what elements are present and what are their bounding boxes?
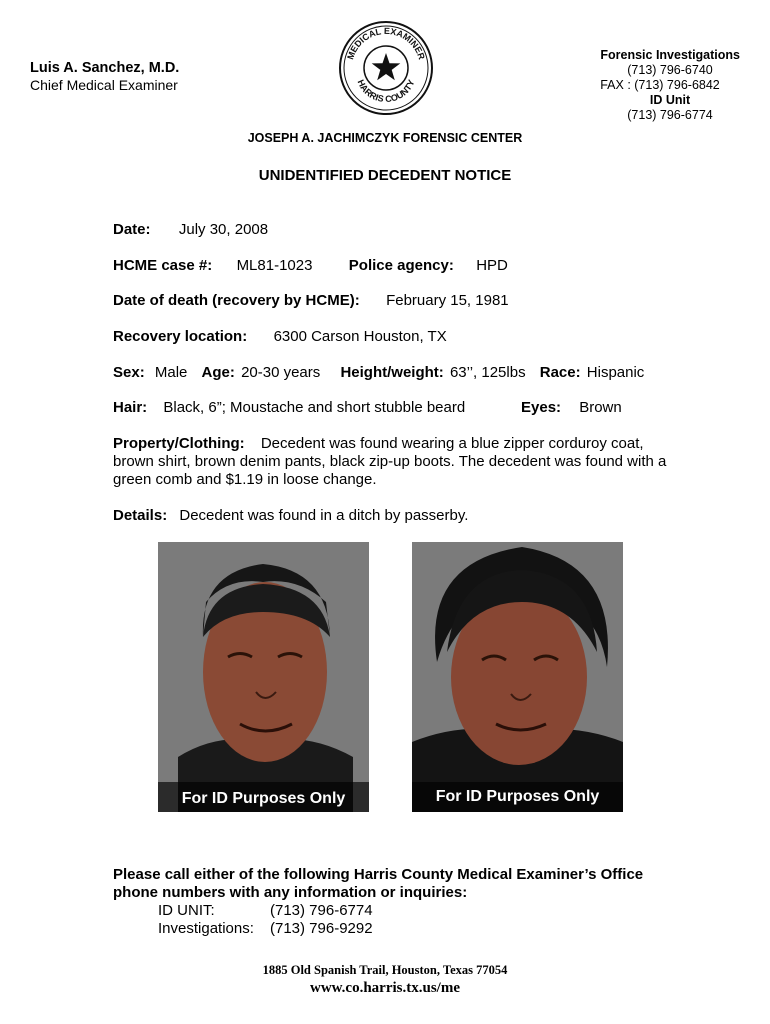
contact-label: Investigations: [158,920,254,937]
county-seal [338,20,434,116]
examiner-block [30,60,179,94]
contact-phone: (713) 796-6774 [270,902,373,919]
location-value: 6300 Carson Houston, TX [273,328,447,345]
call-instructions [113,866,643,902]
details-paragraph [113,507,673,525]
call-line-1: Please call either of the following Harris County Medical Examiner’s Office [113,866,644,883]
height-weight-value: 63’’, 125lbs [449,364,526,381]
sex-label: Sex: [113,364,145,381]
seal-bottom-text: HARRIS COUNTY [355,78,417,105]
age-value: 20-30 years [241,364,321,381]
contact-investigations [158,920,373,938]
portrait-image [158,542,369,812]
eyes-value: Brown [579,399,622,416]
contact-header [560,48,740,123]
dod-label: Date of death (recovery by HCME): [113,292,360,309]
hair-row [113,399,465,417]
location-label: Recovery location: [113,328,248,345]
contact-phone: (713) 796-9292 [270,920,373,937]
address-line: 1885 Old Spanish Trail, Houston, Texas 77054 [262,963,508,977]
contact-id-unit [158,902,373,920]
decedent-photo-front [158,542,369,812]
eyes-row [521,399,622,417]
seal-graphic [338,20,434,116]
location-row [113,328,447,346]
notice-title: UNIDENTIFIED DECEDENT NOTICE [258,167,512,184]
details-text: Decedent was found in a ditch by passerby. [179,507,469,524]
forensic-phone: (713) 796-6740 [627,63,713,77]
hair-value: Black, 6”; Moustache and short stubble beard [163,399,466,416]
case-row [113,257,508,275]
dod-value: February 15, 1981 [386,292,509,309]
case-label: HCME case #: [113,257,213,274]
sex-value: Male [154,364,188,381]
date-row [113,221,268,239]
forensic-label: Forensic Investigations [600,48,740,62]
call-line-2: phone numbers with any information or inquiries: [113,884,468,901]
hair-label: Hair: [113,399,148,416]
portrait-image [412,542,623,812]
property-text: Decedent was found wearing a blue zipper corduroy coat, brown shirt, brown denim pants, black zip-up boots. The decedent was found with a green comb and $1.19 in loose change. [113,435,667,488]
age-label: Age: [201,364,235,381]
race-value: Hispanic [586,364,645,381]
agency-label: Police agency: [348,257,454,274]
photo-caption: For ID Purposes Only [435,788,600,805]
contact-label: ID UNIT: [158,902,215,919]
details-label: Details: [113,507,168,524]
height-weight-label: Height/weight: [340,364,444,381]
seal-top-text: MEDICAL EXAMINER [345,25,427,61]
decedent-photo-angle [412,542,623,812]
dod-row [113,292,509,310]
case-value: ML81-1023 [236,257,313,274]
date-label: Date: [113,221,151,238]
website-link[interactable]: www.co.harris.tx.us/me [310,980,460,996]
id-unit-label: ID Unit [649,93,691,107]
date-value: July 30, 2008 [178,221,269,238]
examiner-title: Chief Medical Examiner [30,77,178,93]
forensic-center-name: JOSEPH A. JACHIMCZYK FORENSIC CENTER [247,131,523,145]
examiner-name: Luis A. Sanchez, M.D. [30,60,180,76]
description-row [113,364,644,382]
eyes-label: Eyes: [521,399,562,416]
fax-line: FAX : (713) 796-6842 [600,78,720,92]
property-label: Property/Clothing: [113,435,245,452]
photo-caption: For ID Purposes Only [181,790,346,807]
property-paragraph [113,435,673,489]
race-label: Race: [539,364,581,381]
agency-value: HPD [476,257,508,274]
id-unit-phone: (713) 796-6774 [627,108,713,122]
